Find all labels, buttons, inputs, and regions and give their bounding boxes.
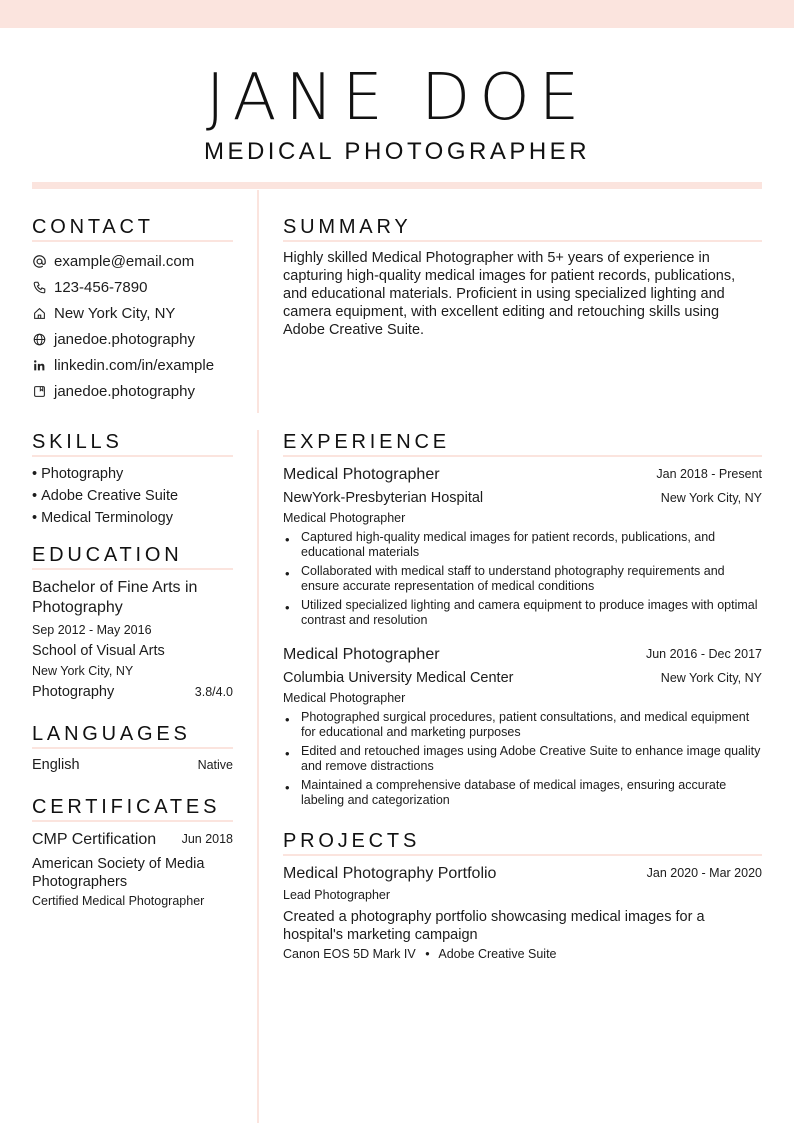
- job-bullet: • Collaborated with medical staff to understand photography requirements and ensure accurate representation of medical conditions: [283, 564, 762, 594]
- contact-portfolio[interactable]: [32, 378, 252, 404]
- job-company: NewYork-Presbyterian Hospital: [283, 490, 484, 506]
- home-icon: [32, 306, 46, 320]
- contact-phone[interactable]: [32, 274, 252, 300]
- education-school: School of Visual Arts: [32, 643, 165, 659]
- contact-website[interactable]: [32, 326, 252, 352]
- education-field: Photography: [32, 684, 115, 700]
- education-location: New York City, NY: [32, 664, 134, 678]
- candidate-name: JANE DOE: [205, 61, 589, 135]
- skills-list: [32, 463, 178, 529]
- job-bullet: • Edited and retouched images using Adobe Creative Suite to enhance image quality and remove distractions: [283, 744, 762, 774]
- candidate-title: MEDICAL PHOTOGRAPHER: [203, 138, 591, 165]
- job-bullets: [283, 710, 762, 812]
- contact-portfolio-text: janedoe.photography: [54, 382, 195, 400]
- project-role: Lead Photographer: [283, 888, 391, 902]
- certificate-issuer: American Society of Media Photographers: [32, 856, 205, 890]
- skill-item: • Adobe Creative Suite: [32, 485, 178, 507]
- contact-website-text: janedoe.photography: [54, 330, 195, 348]
- job-location: New York City, NY: [660, 491, 762, 505]
- contact-location-text: New York City, NY: [54, 304, 176, 322]
- contact-email-text: example@email.com: [54, 252, 195, 270]
- job-bullet: • Maintained a comprehensive database of medical images, ensuring accurate labeling and categorization: [283, 778, 762, 808]
- projects-heading: PROJECTS: [283, 829, 762, 856]
- education-heading: EDUCATION: [32, 543, 233, 570]
- header-divider: [32, 182, 762, 189]
- languages-heading: LANGUAGES: [32, 722, 233, 749]
- project-tools: [283, 947, 557, 961]
- language-name: English: [32, 757, 80, 773]
- contact-linkedin[interactable]: [32, 352, 252, 378]
- tool-separator: •: [425, 947, 430, 961]
- linkedin-icon: [32, 358, 46, 372]
- contact-linkedin-text: linkedin.com/in/example: [54, 356, 215, 374]
- contact-phone-text: 123-456-7890: [54, 278, 148, 296]
- job-bullet: • Captured high-quality medical images for patient records, publications, and educational materials: [283, 530, 762, 560]
- summary-heading: SUMMARY: [283, 215, 762, 242]
- top-accent-bar: [0, 0, 794, 28]
- job-title: Medical Photographer: [283, 646, 440, 663]
- job-role: Medical Photographer: [283, 511, 406, 525]
- job-bullet: • Photographed surgical procedures, patient consultations, and medical equipment for educational and marketing purposes: [283, 710, 762, 740]
- project-dates: Jan 2020 - Mar 2020: [646, 866, 762, 880]
- summary-text: Highly skilled Medical Photographer with 5+ years of experience in capturing high-quality medical images for patient records, publications, and educational materials. Proficient in using specialized lighting and camera equipment, with excellent editing and retouching skills using Adobe Creative Suite.: [283, 250, 736, 338]
- portfolio-icon: [32, 384, 46, 398]
- certificate-description: Certified Medical Photographer: [32, 894, 205, 908]
- education-gpa: 3.8/4.0: [194, 685, 233, 699]
- education-degree: Bachelor of Fine Arts in Photography: [32, 579, 198, 616]
- column-divider-top: [257, 190, 259, 413]
- globe-icon: [32, 332, 46, 346]
- contact-email[interactable]: [32, 248, 252, 274]
- job-bullet: • Utilized specialized lighting and camera equipment to produce images with optimal contrast and resolution: [283, 598, 762, 628]
- column-divider-bottom: [257, 430, 259, 1123]
- at-icon: [32, 254, 46, 268]
- project-title: Medical Photography Portfolio: [283, 865, 497, 882]
- skill-item: • Medical Terminology: [32, 507, 178, 529]
- job-company: Columbia University Medical Center: [283, 670, 514, 686]
- language-level: Native: [197, 758, 233, 772]
- job-bullets: [283, 530, 762, 632]
- project-tool: Adobe Creative Suite: [438, 947, 557, 961]
- job-dates: Jun 2016 - Dec 2017: [645, 647, 762, 661]
- skill-item: • Photography: [32, 463, 178, 485]
- job-role: Medical Photographer: [283, 691, 406, 705]
- certificate-date: Jun 2018: [181, 832, 233, 846]
- job-title: Medical Photographer: [283, 466, 440, 483]
- contact-list: [32, 248, 252, 404]
- job-dates: Jan 2018 - Present: [656, 467, 762, 481]
- project-tool: Canon EOS 5D Mark IV: [283, 947, 416, 961]
- education-dates: Sep 2012 - May 2016: [32, 623, 152, 637]
- certificate-name: CMP Certification: [32, 831, 157, 848]
- contact-heading: CONTACT: [32, 215, 233, 242]
- job-location: New York City, NY: [660, 671, 762, 685]
- project-description: Created a photography portfolio showcasing medical images for a hospital's marketing campaign: [283, 909, 705, 943]
- experience-heading: EXPERIENCE: [283, 430, 762, 457]
- contact-location: [32, 300, 252, 326]
- phone-icon: [32, 280, 46, 294]
- certificates-heading: CERTIFICATES: [32, 795, 233, 822]
- skills-heading: SKILLS: [32, 430, 233, 457]
